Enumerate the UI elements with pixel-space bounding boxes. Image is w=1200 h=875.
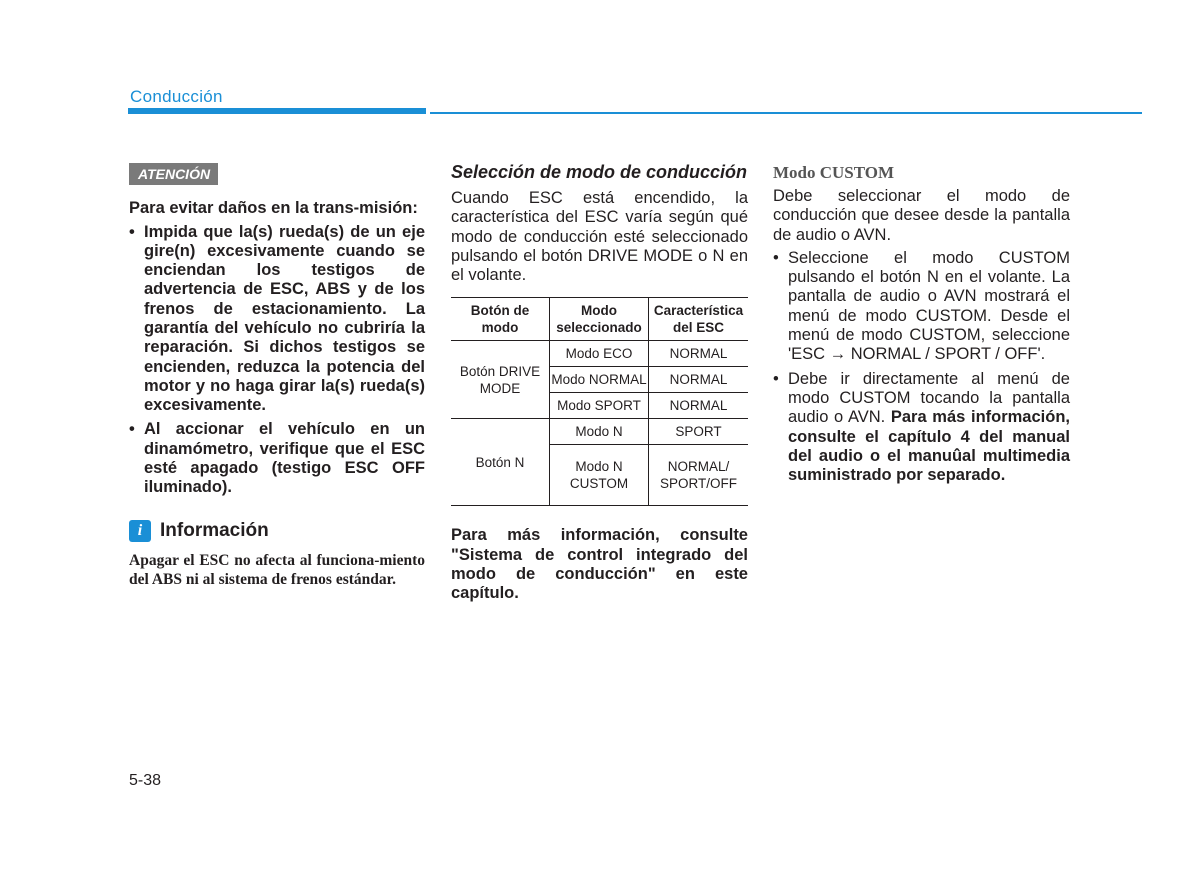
- table-cell-mode: Modo ECO: [550, 341, 649, 367]
- drive-mode-title: Selección de modo de conducción: [451, 162, 748, 182]
- table-cell-mode: Modo SPORT: [550, 393, 649, 419]
- drive-mode-body: Cuando ESC está encendido, la característica del ESC varía según qué modo de conducción esté seleccionado pulsando el botón DRIVE MODE o N en el volante.: [451, 189, 748, 285]
- section-title: Conducción: [130, 87, 223, 106]
- table-cell-esc: NORMAL: [649, 367, 749, 393]
- attention-badge: ATENCIÓN: [129, 163, 218, 185]
- column-middle: [451, 163, 748, 604]
- warning-intro: Para evitar daños en la trans-misión:: [129, 199, 418, 217]
- custom-mode-body: Debe seleccionar el modo de conducción que desee desde la pantalla de audio o AVN.: [773, 187, 1070, 244]
- table-cell-esc: NORMAL/ SPORT/OFF: [649, 445, 749, 506]
- warning-item-1: • Impida que la(s) rueda(s) de un eje gire(n) excesivamente cuando se enciendan los testigos de advertencia de ESC, ABS y de los frenos de estacionamiento. La garantía del vehículo no cubriría la reparación. Si dichos testigos se encienden, reduzca la potencia del motor y no haga girar la(s) rueda(s) excesivamente.: [129, 223, 425, 416]
- warning-list: [129, 223, 425, 498]
- info-text: Apagar el ESC no afecta al funciona-miento del ABS ni al sistema de frenos estándar.: [129, 551, 425, 588]
- table-header-mode: Modo seleccionado: [550, 298, 649, 341]
- table-cell-esc: NORMAL: [649, 393, 749, 419]
- drive-mode-note: Para más información, consulte "Sistema de control integrado del modo de conducción" en este capítulo.: [451, 526, 748, 603]
- table-cell-mode: Modo NORMAL: [550, 367, 649, 393]
- header-rule-thin: [430, 112, 1142, 114]
- column-left: [129, 163, 425, 589]
- table-header-esc: Característica del ESC: [649, 298, 749, 341]
- table-cell-mode: Modo N CUSTOM: [550, 445, 649, 506]
- info-icon: i: [129, 520, 151, 542]
- table-row: [451, 341, 748, 367]
- custom-mode-heading: Modo CUSTOM: [773, 163, 895, 182]
- page-number: 5-38: [129, 772, 162, 789]
- custom-mode-item-2-bold: Para más información, consulte el capítulo 4 del manual del audio o el manuûal multimedia suministrado por separado.: [788, 408, 1070, 485]
- table-cell-button: Botón N: [451, 419, 550, 506]
- custom-mode-item-2-text: Debe ir directamente al menú de modo CUSTOM tocando la pantalla audio o AVN.: [788, 369, 1070, 427]
- info-title: Información: [160, 519, 269, 541]
- table-row: [451, 419, 748, 445]
- column-right: [773, 163, 1070, 490]
- custom-mode-item-2: [773, 370, 1070, 486]
- table-cell-mode: Modo N: [550, 419, 649, 445]
- info-header: [129, 520, 425, 542]
- table-header-button: Botón de modo: [451, 298, 550, 341]
- esc-mode-table: [451, 297, 748, 506]
- custom-mode-item-1: • Seleccione el modo CUSTOM pulsando el botón N en el volante. La pantalla de audio o AVN mostrará el menú de modo CUSTOM. Desde el menú de modo CUSTOM, seleccione 'ESC → NORMAL / SPORT / OFF'.: [773, 249, 1070, 365]
- table-cell-esc: SPORT: [649, 419, 749, 445]
- table-cell-button: Botón DRIVE MODE: [451, 341, 550, 419]
- header-rule-thick: [128, 108, 426, 114]
- table-cell-esc: NORMAL: [649, 341, 749, 367]
- warning-item-2: • Al accionar el vehículo en un dinamómetro, verifique que el ESC esté apagado (testigo ESC OFF iluminado).: [129, 420, 425, 497]
- custom-mode-list: [773, 249, 1070, 486]
